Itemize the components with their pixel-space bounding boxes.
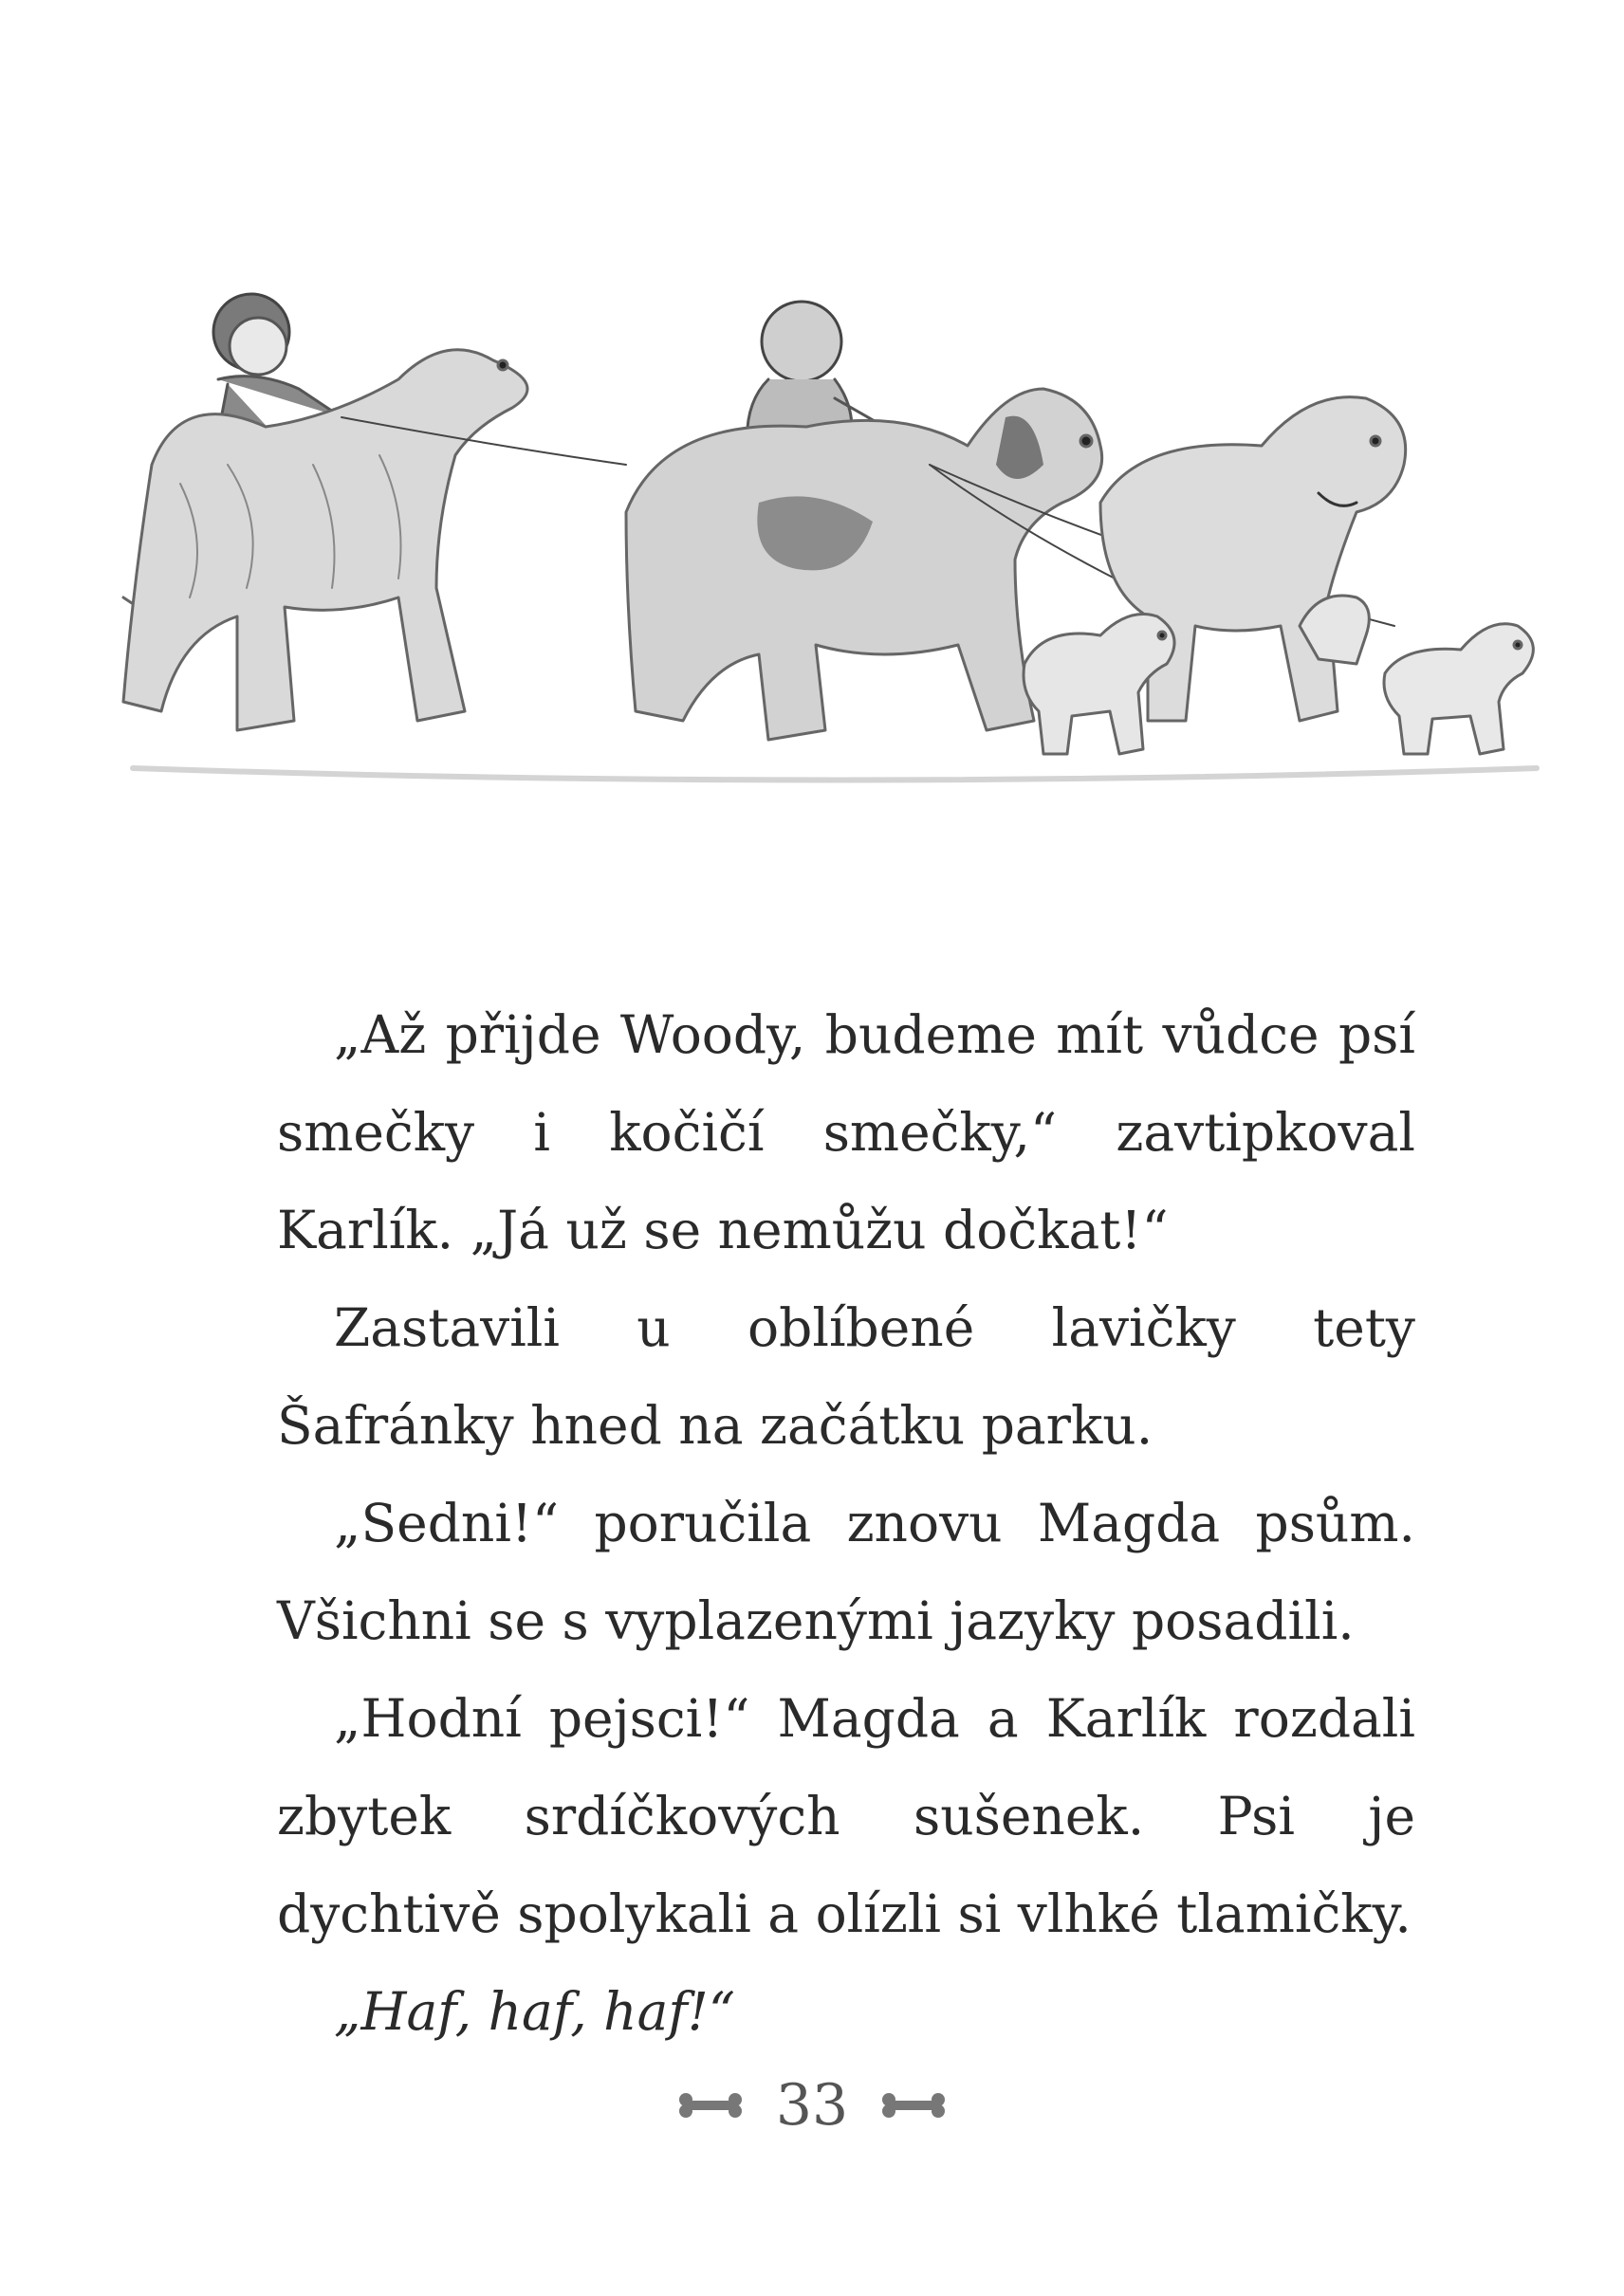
puppy-3 xyxy=(1384,624,1533,754)
paragraph: „Hodní pejsci!“ Magda a Karlík rozdali zbytek srdíčkových sušenek. Psi je dychtivě spolykali a olízli si vlhké tlamičky. xyxy=(277,1688,1415,1944)
paragraph-italic: „Haf, haf, haf!“ xyxy=(334,1981,735,2042)
bone-icon xyxy=(880,2091,947,2120)
bone-icon xyxy=(677,2091,744,2120)
dog-walking-illustration xyxy=(95,275,1575,806)
paragraph: Zastavili u oblíbené lavičky tety Šafránky hned na začátku parku. xyxy=(277,1297,1415,1456)
page-number: 33 xyxy=(775,2072,849,2139)
paragraph: „Sedni!“ poručila znovu Magda psům. Všichni se s vyplazenými jazyky posadili. xyxy=(277,1493,1415,1651)
page-footer xyxy=(0,2067,1624,2143)
body-text xyxy=(277,986,1415,2061)
paragraph: „Až přijde Woody, budeme mít vůdce psí smečky i kočičí smečky,“ zavtipkoval Karlík. „Já už se nemůžu dočkat!“ xyxy=(277,1004,1415,1260)
